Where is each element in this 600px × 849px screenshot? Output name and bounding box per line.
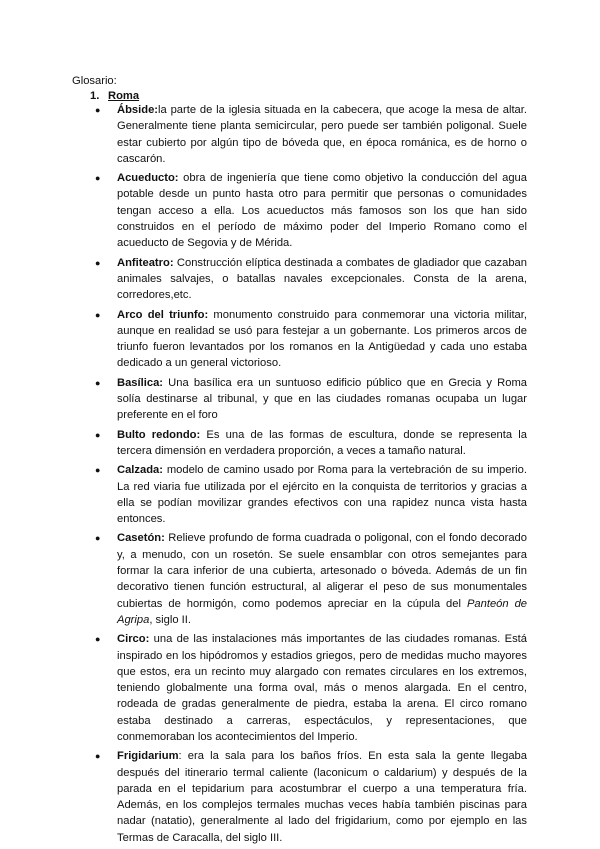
glossary-entry-frigidarium: [95, 748, 527, 846]
bullet-icon: ●: [95, 751, 101, 762]
glossary-entry-circo: [95, 631, 527, 745]
entry-term: Acueducto:: [117, 172, 179, 185]
glossary-list: [95, 102, 528, 849]
entry-text: Es una de las formas de escultura, donde se representa la tercera dimensión en verdadera proporción, a veces a tamaño natural.: [117, 428, 527, 457]
bullet-icon: ●: [95, 429, 101, 440]
entry-term: Ábside:: [117, 104, 159, 116]
glossary-entry-anfiteatro: [95, 255, 527, 304]
section-number: 1.: [90, 90, 100, 102]
entry-text: Construcción elíptica destinada a combates de gladiador que cazaban animales salvajes, o batallas navales excepcionales. Consta de la arena, corredores,etc.: [117, 256, 527, 302]
entry-text: Una basílica era un suntuoso edificio público que en Grecia y Roma solía destinarse al tribunal, y que en las ciudades romanas ocupaba un lugar preferente en el foro: [117, 376, 527, 422]
entry-term: Arco del triunfo:: [117, 308, 209, 321]
glossary-entry-basilica: [95, 375, 527, 424]
entry-term: Basílica:: [117, 376, 164, 389]
entry-term: Casetón:: [117, 532, 165, 545]
glossary-entry-caseton: [95, 530, 528, 628]
entry-text: la parte de la iglesia situada en la cabecera, que acoge la mesa de altar. Generalmente tiene planta semicircular, pero puede ser también poligonal. Suele estar cubierto por algún tipo de bóveda que, en época románica, es de horno o cascarón.: [117, 104, 527, 165]
glossary-entry-bulto-redondo: [95, 427, 527, 460]
bullet-icon: ●: [95, 533, 101, 544]
entry-text: Relieve profundo de forma cuadrada o poligonal, con el fondo decorado y, a menudo, con un rosetón. Se suele ensamblar con otros semejantes para formar la cara inferior de una cubierta, artesonado o bóveda. Además de un fin decorativo tienen función estructural, al aligerar el peso de sus monumentales cubiertas de hormigón, como podemos apreciar en la cúpula del: [117, 532, 527, 610]
entry-text: obra de ingeniería que tiene como objetivo la conducción del agua potable desde un punto hasta otro para permitir que personas o comunidades tengan acceso a ella. Los acueductos más famosos son los que han sido construidos en el período de máximo poder del Imperio Romano como el acueducto de Segovia y de Mérida.: [117, 172, 527, 250]
section-title: Roma: [108, 90, 140, 102]
entry-term: Anfiteatro:: [117, 256, 174, 269]
glossary-entry-abside: [95, 102, 527, 167]
entry-emphasis: Panteón de Agripa: [117, 597, 528, 626]
entry-text: : era la sala para los baños fríos. En esta sala la gente llegaba después del itinerario termal caliente (laconicum o caldarium) y después de la parada en el tepidarium para acostumbrar el cuerpo a una temperatura fría. Además, en los complejos termales muchas veces había también piscinas para nadar (natatio), generalmente al lado del frigidarium, como por ejemplo en las Termas de Caracalla, del siglo III.: [117, 750, 527, 844]
entry-text: una de las instalaciones más importantes de las ciudades romanas. Está inspirado en los hipódromos y estadios griegos, pero de medidas mucho mayores que estos, era un recinto muy alargado con remates circulares en los extremos, teniendo globalmente una forma oval, más o menos alargada. En el centro, rodeada de gradas generalmente de piedra, estaba la arena. El circo romano estaba destinado a carreras, espectáculos, y representaciones, que conmemoraban los acontecimientos del Imperio.: [117, 633, 527, 743]
bullet-icon: ●: [95, 465, 101, 476]
entry-term: Calzada:: [117, 464, 164, 477]
entry-text: monumento construido para conmemorar una victoria militar, aunque en realidad se usó para festejar a un gobernante. Los primeros arcos de triunfo fueron levantados por los romanos en la Antigüedad y cada uno estaba dedicado a un general victorioso.: [117, 308, 527, 370]
bullet-icon: ●: [95, 257, 101, 268]
bullet-icon: ●: [95, 634, 101, 645]
entry-term: Circo:: [117, 633, 150, 646]
glossary-entry-calzada: [95, 462, 527, 527]
entry-text-tail: , siglo II.: [149, 613, 192, 626]
entry-term: Bulto redondo:: [117, 428, 201, 441]
entry-text: modelo de camino usado por Roma para la vertebración de su imperio. La red viaria fue utilizada por el ejército en la conquista de territorios y gracias a ella se podían movilizar grandes efectivos con una rapidez nunca vista hasta entonces.: [117, 464, 527, 526]
bullet-icon: ●: [95, 105, 101, 115]
bullet-icon: ●: [95, 377, 101, 388]
glossary-entry-acueducto: [95, 170, 527, 251]
bullet-icon: ●: [95, 309, 101, 320]
bullet-icon: ●: [95, 173, 101, 184]
glossary-entry-arco-del-triunfo: [95, 307, 527, 372]
glossary-heading: Glosario:: [72, 75, 117, 87]
entry-term: Frigidarium: [117, 750, 179, 763]
